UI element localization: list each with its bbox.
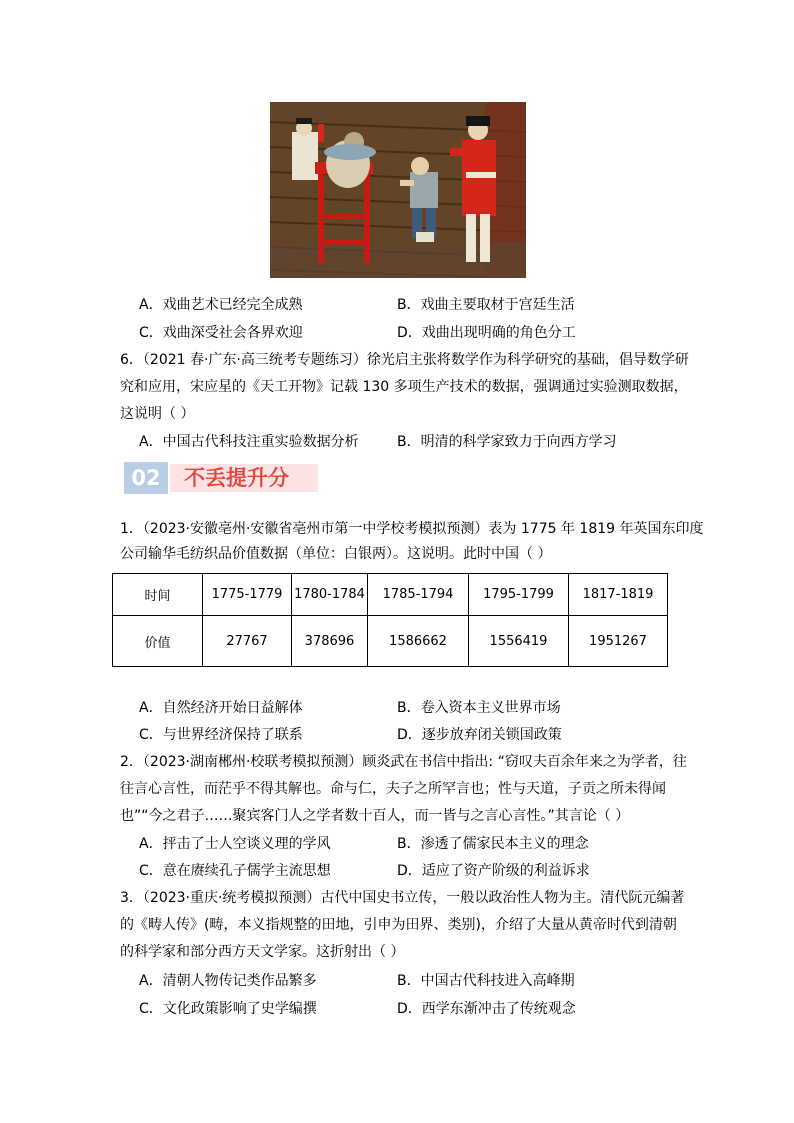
section-title: 不丢提升分 bbox=[170, 464, 318, 492]
q5-option-a[interactable]: A．戏曲艺术已经完全成熟 bbox=[139, 297, 303, 313]
s1-option-a[interactable]: A．自然经济开始日益解体 bbox=[139, 700, 303, 716]
s1-option-c[interactable]: C．与世界经济保持了联系 bbox=[139, 727, 303, 743]
table-header-cell: 1817-1819 bbox=[569, 574, 668, 616]
q6-option-a[interactable]: A．中国古代科技注重实验数据分析 bbox=[139, 434, 359, 450]
s2-stem-line-1: 2．（2023·湖南郴州·校联考模拟预测）顾炎武在书信中指出: “窃叹夫百余年来之为学者，往 bbox=[120, 754, 687, 770]
section-number-badge: 02 bbox=[124, 462, 168, 494]
q5-option-b[interactable]: B．戏曲主要取材于宫廷生活 bbox=[397, 297, 575, 313]
table-cell: 27767 bbox=[203, 616, 292, 667]
s2-option-c[interactable]: C．意在赓续孔子儒学主流思想 bbox=[139, 863, 331, 879]
table-header-cell: 时间 bbox=[113, 574, 203, 616]
s3-stem-line-3: 的科学家和部分西方天文学家。这折射出（ ） bbox=[120, 944, 405, 960]
table-header-cell: 1795-1799 bbox=[469, 574, 569, 616]
table-cell: 1556419 bbox=[469, 616, 569, 667]
s1-option-d[interactable]: D．逐步放弃闭关锁国政策 bbox=[397, 727, 562, 743]
q6-stem-line-1: 6．（2021 春·广东·高三统考专题练习）徐光启主张将数学作为科学研究的基础，倡导数学研 bbox=[120, 352, 689, 368]
table-cell: 1951267 bbox=[569, 616, 668, 667]
s3-option-c[interactable]: C．文化政策影响了史学编撰 bbox=[139, 1001, 317, 1017]
table-cell: 378696 bbox=[292, 616, 368, 667]
table-row bbox=[113, 574, 668, 616]
opera-mural-image bbox=[270, 102, 526, 278]
table-cell: 价值 bbox=[113, 616, 203, 667]
s3-option-a[interactable]: A．清朝人物传记类作品繁多 bbox=[139, 973, 317, 989]
s2-stem-line-2: 往言心言性，而茫乎不得其解也。命与仁，夫子之所罕言也；性与天道，子贡之所未得闻 bbox=[120, 781, 666, 797]
table-header-cell: 1780-1784 bbox=[292, 574, 368, 616]
q5-option-c[interactable]: C．戏曲深受社会各界欢迎 bbox=[139, 325, 303, 341]
s2-option-b[interactable]: B．渗透了儒家民本主义的理念 bbox=[397, 836, 589, 852]
table-header-cell: 1775-1779 bbox=[203, 574, 292, 616]
s2-option-d[interactable]: D．适应了资产阶级的利益诉求 bbox=[397, 863, 590, 879]
q6-option-b[interactable]: B．明清的科学家致力于向西方学习 bbox=[397, 434, 617, 450]
s2-stem-line-3: 也”“今之君子……聚宾客门人之学者数十百人，而一皆与之言心言性。”其言论（ ） bbox=[120, 808, 630, 824]
table-header-cell: 1785-1794 bbox=[368, 574, 469, 616]
q6-stem-line-2: 究和应用，宋应星的《天工开物》记载 130 多项生产技术的数据，强调通过实验测取数据， bbox=[120, 379, 688, 395]
table-row bbox=[113, 616, 668, 667]
table-cell: 1586662 bbox=[368, 616, 469, 667]
q6-stem-line-3: 这说明（ ） bbox=[120, 406, 195, 422]
s1-stem-line-1: 1．（2023·安徽亳州·安徽省亳州市第一中学校考模拟预测）表为 1775 年 1819 年英国东印度 bbox=[120, 521, 704, 537]
s3-option-d[interactable]: D．西学东渐冲击了传统观念 bbox=[397, 1001, 576, 1017]
q5-option-d[interactable]: D．戏曲出现明确的角色分工 bbox=[397, 325, 576, 341]
export-value-table bbox=[112, 573, 668, 667]
s1-stem-line-2: 公司输华毛纺织品价值数据（单位：白银两）。这说明。此时中国（ ） bbox=[120, 546, 552, 562]
s3-option-b[interactable]: B．中国古代科技进入高峰期 bbox=[397, 973, 575, 989]
s1-option-b[interactable]: B．卷入资本主义世界市场 bbox=[397, 700, 561, 716]
s2-option-a[interactable]: A．抨击了士人空谈义理的学风 bbox=[139, 836, 331, 852]
s3-stem-line-1: 3．（2023·重庆·统考模拟预测）古代中国史书立传，一般以政治性人物为主。清代阮元编著 bbox=[120, 890, 685, 906]
s3-stem-line-2: 的《畴人传》(畴，本义指规整的田地，引申为田界、类别)，介绍了大量从黄帝时代到清朝 bbox=[120, 917, 677, 933]
